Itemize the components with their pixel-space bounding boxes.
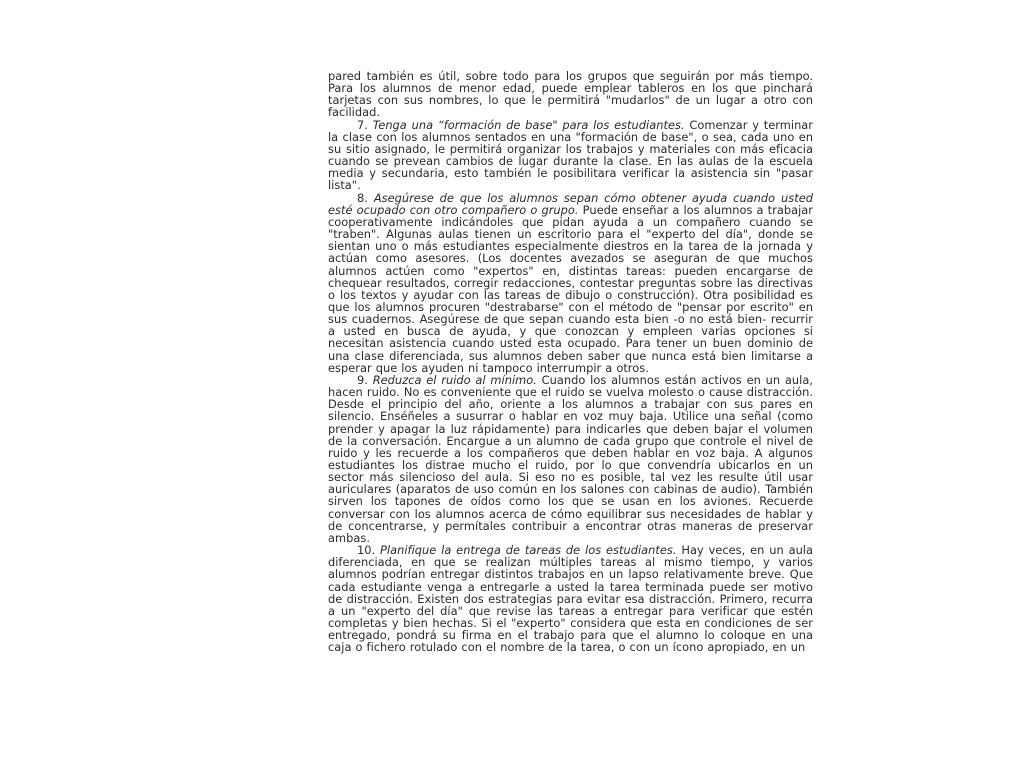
paragraph-body: Cuando los alumnos están activos en un aula, hacen ruido. No es conveniente que el ruido se vuelva molesto o cause distracción. Desde el principio del año, oriente a los alumnos a trabajar con sus pares en silencio. Enséñeles a susurrar o hablar en voz muy baja. Utilice una señal (como prender y apagar la luz rápidamente) para indicarles que deben bajar el volumen de la conversación. Encargue a un alumno de cada grupo que controle el nivel de ruido y les recuerde a los compañeros que deben hablar en voz baja. A algunos estudiantes los distrae mucho el ruido, por lo que convendría ubicarlos en un sector más silencioso del aula. Si eso no es posible, tal vez les resulte útil usar auriculares (aparatos de uso común en los salones con cabinas de audio). También sirven los tapones de oídos como los que se usan en los aviones. Recuerde conversar con los alumnos acerca de cómo equilibrar sus necesidades de hablar y de concentrarse, y permítales contribuir a encontrar otras maneras de preservar ambas.	[328, 372, 813, 545]
paragraph-item-10	[328, 544, 813, 653]
paragraph-item-7	[328, 119, 813, 192]
item-heading: Reduzca el ruido al mínimo.	[372, 372, 537, 387]
paragraph-item-8	[328, 192, 813, 374]
item-number: 8.	[357, 190, 368, 205]
item-number: 7.	[357, 117, 368, 132]
paragraph-body: Comenzar y terminar la clase con los alumnos sentados en una "formación de base", o sea, cada uno en su sitio asignado, le permitirá organizar los trabajos y materiales con más eficacia cuando se prevean cambios de lugar durante la clase. En las aulas de la escuela media y secundaria, esto también le posibilitara verificar la asistencia sin "pasar lista".	[328, 117, 814, 193]
paragraph-body: Hay veces, en un aula diferenciada, en que se realizan múltiples tareas al mismo tiempo, y varios alumnos podrían entregar distintos trabajos en un lapso relativamente breve. Que cada estudiante venga a entregarle a usted la tarea terminada puede ser motivo de distracción. Existen dos estrategias para evitar esa distracción. Primero, recurra a un "experto del día" que revise las tareas a entregar para verificar que estén completas y bien hechas. Si el "experto" considera que esta en condiciones de ser entregado, pondrá su firma en el trabajo para que el alumno lo coloque en una caja o fichero rotulado con el nombre de la tarea, o con un ícono apropiado, en un	[328, 543, 813, 655]
document-page	[328, 70, 813, 654]
item-heading: Tenga una “formación de base" para los estudiantes.	[372, 117, 685, 132]
item-number: 9.	[357, 372, 368, 387]
paragraph-continuation	[328, 70, 813, 119]
paragraph-item-9	[328, 374, 813, 544]
item-heading: Planifique la entrega de tareas de los estudiantes.	[380, 543, 677, 558]
item-number: 10.	[357, 543, 376, 558]
item-heading: Asegúrese de que los alumnos sepan cómo obtener ayuda cuando usted esté ocupado con otro compañero o grupo.	[328, 190, 813, 217]
paragraph-body: Puede enseñar a los alumnos a trabajar cooperativamente indicándoles que pidan ayuda a un compañero cuando se "traben". Algunas aulas tienen un escritorio para el "experto del día", donde se sientan uno o más estudiantes especialmente diestros en la tarea de la jornada y actúan como asesores. (Los docentes avezados se aseguran de que muchos alumnos actúen como "expertos" en, distintas tareas: pueden encargarse de chequear resultados, corregir redacciones, contestar preguntas sobre las directivas o los textos y ayudar con las tareas de dibujo o construcción). Otra posibilidad es que los alumnos procuren "destrabarse" con el método de "pensar por escrito" en sus cuadernos. Asegúrese de que sepan cuando esta bien -o no está bien- recurrir a usted en busca de ayuda, y que conozcan y empleen varias opciones si necesitan asistencia cuando usted esta ocupado. Para tener un buen dominio de una clase diferenciada, sus alumnos deben saber que nunca está bien limitarse a esperar que los ayuden ni tampoco interrumpir a otros.	[328, 202, 813, 375]
paragraph-body: pared también es útil, sobre todo para los grupos que seguirán por más tiempo. Para los alumnos de menor edad, puede emplear tableros en los que pinchará tarjetas con sus nombres, lo que le permitirá "mudarlos" de un lugar a otro con facilidad.	[328, 69, 813, 120]
